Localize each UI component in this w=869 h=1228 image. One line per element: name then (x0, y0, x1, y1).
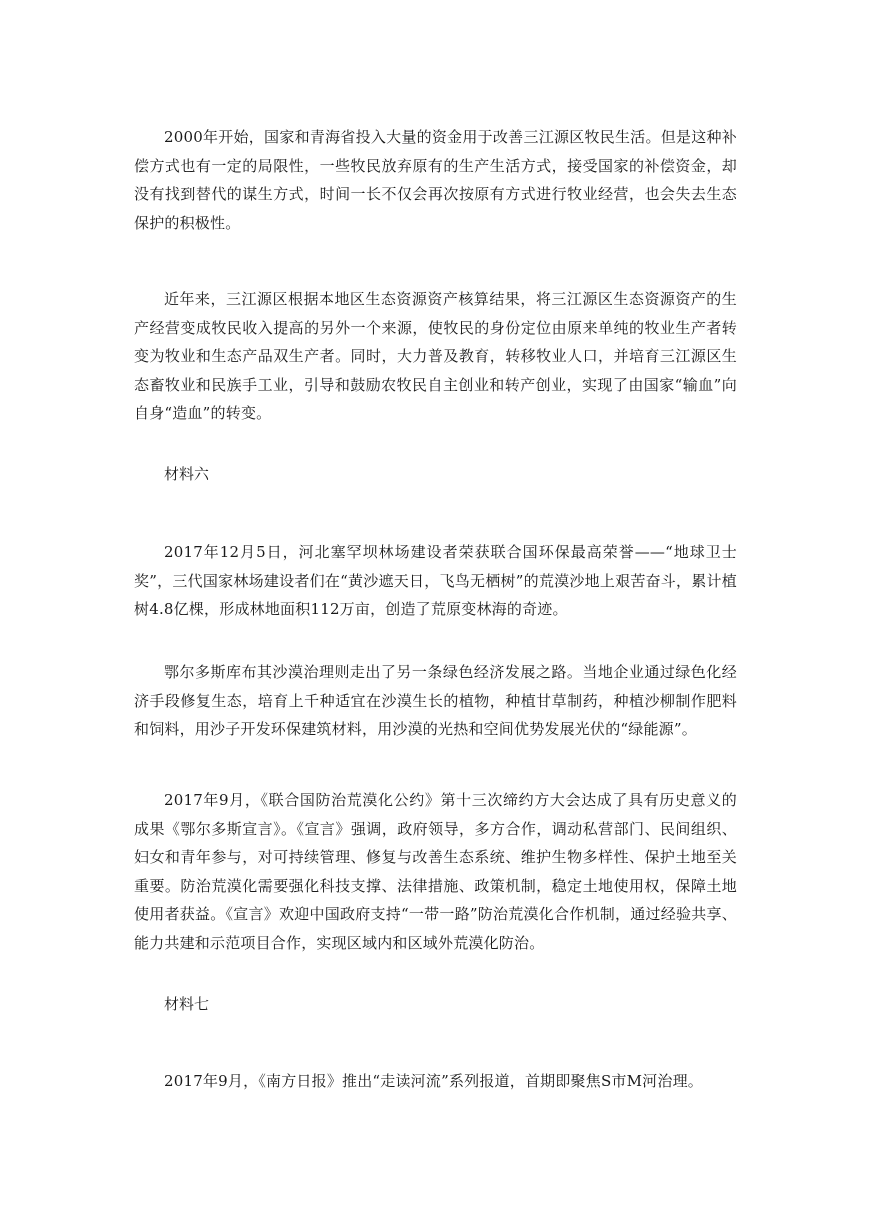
heading-material-seven: 材料七 (164, 995, 210, 1013)
paragraph-kubuqi: 鄂尔多斯库布其沙漠治理则走出了另一条绿色经济发展之路。当地企业通过绿色化经济手段修复生态，培育上千种适宜在沙漠生长的植物，种植甘草制药，种植沙柳制作肥料和饲料，用沙子开发环保建筑材料，用沙漠的光热和空间优势发展光伏的“绿能源”。 (134, 663, 737, 738)
heading-material-six: 材料六 (164, 465, 210, 483)
paragraph-sanjiangyuan-compensation: 2000年开始，国家和青海省投入大量的资金用于改善三江源区牧民生活。但是这种补偿方式也有一定的局限性，一些牧民放弃原有的生产生活方式，接受国家的补偿资金，却没有找到替代的谋生方式，时间一长不仅会再次按原有方式进行牧业经营，也会失去生态保护的积极性。 (134, 128, 737, 232)
paragraph-saihanba: 2017年12月5日，河北塞罕坝林场建设者荣获联合国环保最高荣誉——“地球卫士奖”，三代国家林场建设者们在“黄沙遮天日，飞鸟无栖树”的荒漠沙地上艰苦奋斗，累计植树4.8亿棵，形成林地面积112万亩，创造了荒原变林海的奇迹。 (134, 543, 737, 618)
paragraph-nanfang-daily: 2017年9月，《南方日报》推出“走读河流”系列报道，首期即聚焦S市M河治理。 (164, 1072, 703, 1090)
paragraph-sanjiangyuan-transformation: 近年来，三江源区根据本地区生态资源资产核算结果，将三江源区生态资源资产的生产经营变成牧民收入提高的另外一个来源，使牧民的身份定位由原来单纯的牧业生产者转变为牧业和生态产品双生产者。同时，大力普及教育，转移牧业人口，并培育三江源区生态畜牧业和民族手工业，引导和鼓励农牧民自主创业和转产创业，实现了由国家“输血”向自身“造血”的转变。 (134, 290, 737, 422)
paragraph-ordos-declaration: 2017年9月，《联合国防治荒漠化公约》第十三次缔约方大会达成了具有历史意义的成果《鄂尔多斯宣言》。《宣言》强调，政府领导，多方合作，调动私营部门、民间组织、妇女和青年参与，对可持续管理、修复与改善生态系统、维护生物多样性、保护土地至关重要。防治荒漠化需要强化科技支撑、法律措施、政策机制，稳定土地使用权，保障土地使用者获益。《宣言》欢迎中国政府支持“一带一路”防治荒漠化合作机制，通过经验共享、能力共建和示范项目合作，实现区域内和区域外荒漠化防治。 (134, 791, 737, 952)
